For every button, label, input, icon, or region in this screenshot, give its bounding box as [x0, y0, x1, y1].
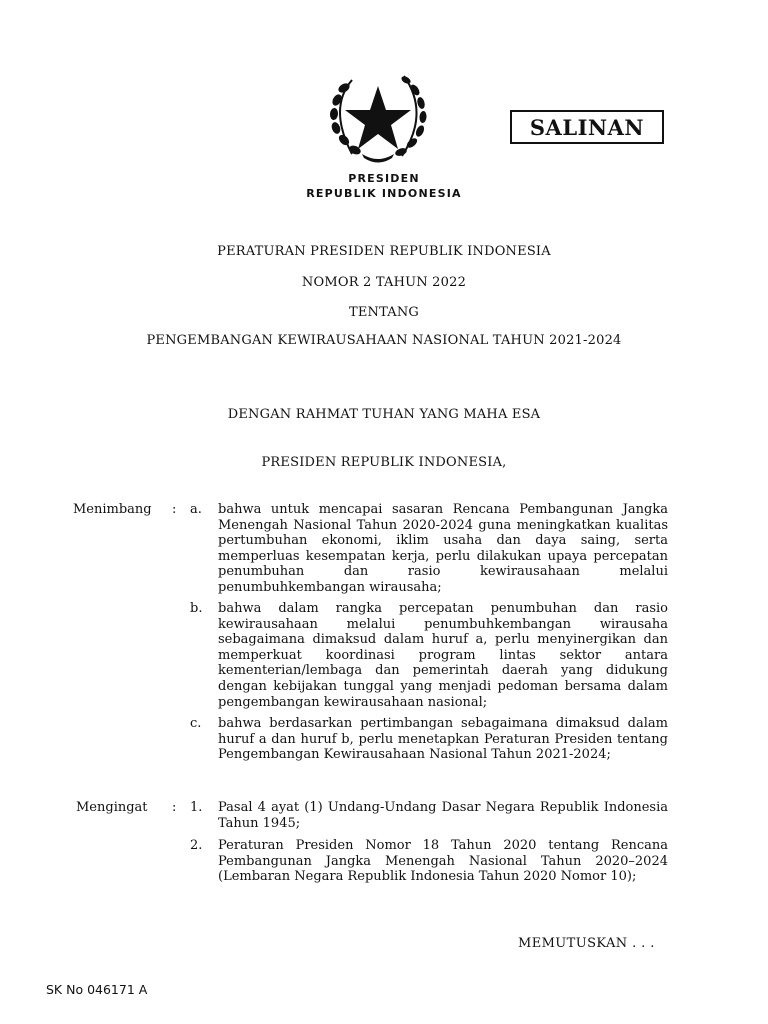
salinan-stamp [510, 110, 664, 144]
menimbang-item-a: bahwa untuk mencapai sasaran Rencana Pembangunan Jangka Menengah Nasional Tahun 2020-2024 guna meningkatkan kualitas pertumbuhan ekonomi, iklim usaha dan daya saing, serta memperluas kesempatan kerja, perlu dilakukan upaya percepatan penumbuhan dan rasio kewirausahaan melalui penumbuhkembangan wirausaha; [218, 502, 668, 595]
menimbang-marker-b: b. [190, 601, 203, 616]
title-regulation: PERATURAN PRESIDEN REPUBLIK INDONESIA [217, 244, 551, 259]
menimbang-label: Menimbang [73, 502, 152, 517]
salinan-label: SALINAN [529, 114, 645, 140]
menimbang-marker-a: a. [190, 502, 202, 517]
mengingat-colon: : [172, 800, 177, 815]
preamble-president: PRESIDEN REPUBLIK INDONESIA, [261, 455, 507, 470]
presidential-emblem-icon [322, 68, 434, 164]
sk-number: SK No 046171 A [46, 982, 148, 997]
mengingat-item-1: Pasal 4 ayat (1) Undang-Undang Dasar Negara Republik Indonesia Tahun 1945; [218, 800, 668, 831]
mengingat-item-2: Peraturan Presiden Nomor 18 Tahun 2020 tentang Rencana Pembangunan Jangka Menengah Nasional Tahun 2020–2024 (Lembaran Negara Republik Indonesia Tahun 2020 Nomor 10); [218, 838, 668, 885]
menimbang-item-c: bahwa berdasarkan pertimbangan sebagaimana dimaksud dalam huruf a dan huruf b, perlu menetapkan Peraturan Presiden tentang Pengembangan Kewirausahaan Nasional Tahun 2021-2024; [218, 716, 668, 763]
mengingat-marker-1: 1. [190, 800, 203, 815]
menimbang-item-b: bahwa dalam rangka percepatan penumbuhan dan rasio kewirausahaan melalui penumbuhkembangan wirausaha sebagaimana dimaksud dalam huruf a, perlu menyinergikan dan memperkuat koordinasi program lintas sektor antara kementerian/lembaga dan pemerintah daerah yang didukung dengan kebijakan tunggal yang menjadi pedoman bersama dalam pengembangan kewirausahaan nasional; [218, 601, 668, 710]
title-number: NOMOR 2 TAHUN 2022 [301, 275, 467, 290]
header-republic: REPUBLIK INDONESIA [306, 187, 462, 200]
mengingat-label: Mengingat [76, 800, 148, 815]
title-tentang: TENTANG [348, 305, 420, 320]
header-president: PRESIDEN [348, 172, 420, 185]
continuation-memutuskan: MEMUTUSKAN . . . [518, 936, 655, 951]
preamble-grace: DENGAN RAHMAT TUHAN YANG MAHA ESA [227, 407, 541, 422]
mengingat-marker-2: 2. [190, 838, 203, 853]
menimbang-marker-c: c. [190, 716, 202, 731]
menimbang-colon: : [172, 502, 177, 517]
title-subject: PENGEMBANGAN KEWIRAUSAHAAN NASIONAL TAHUN 2021-2024 [146, 333, 622, 348]
